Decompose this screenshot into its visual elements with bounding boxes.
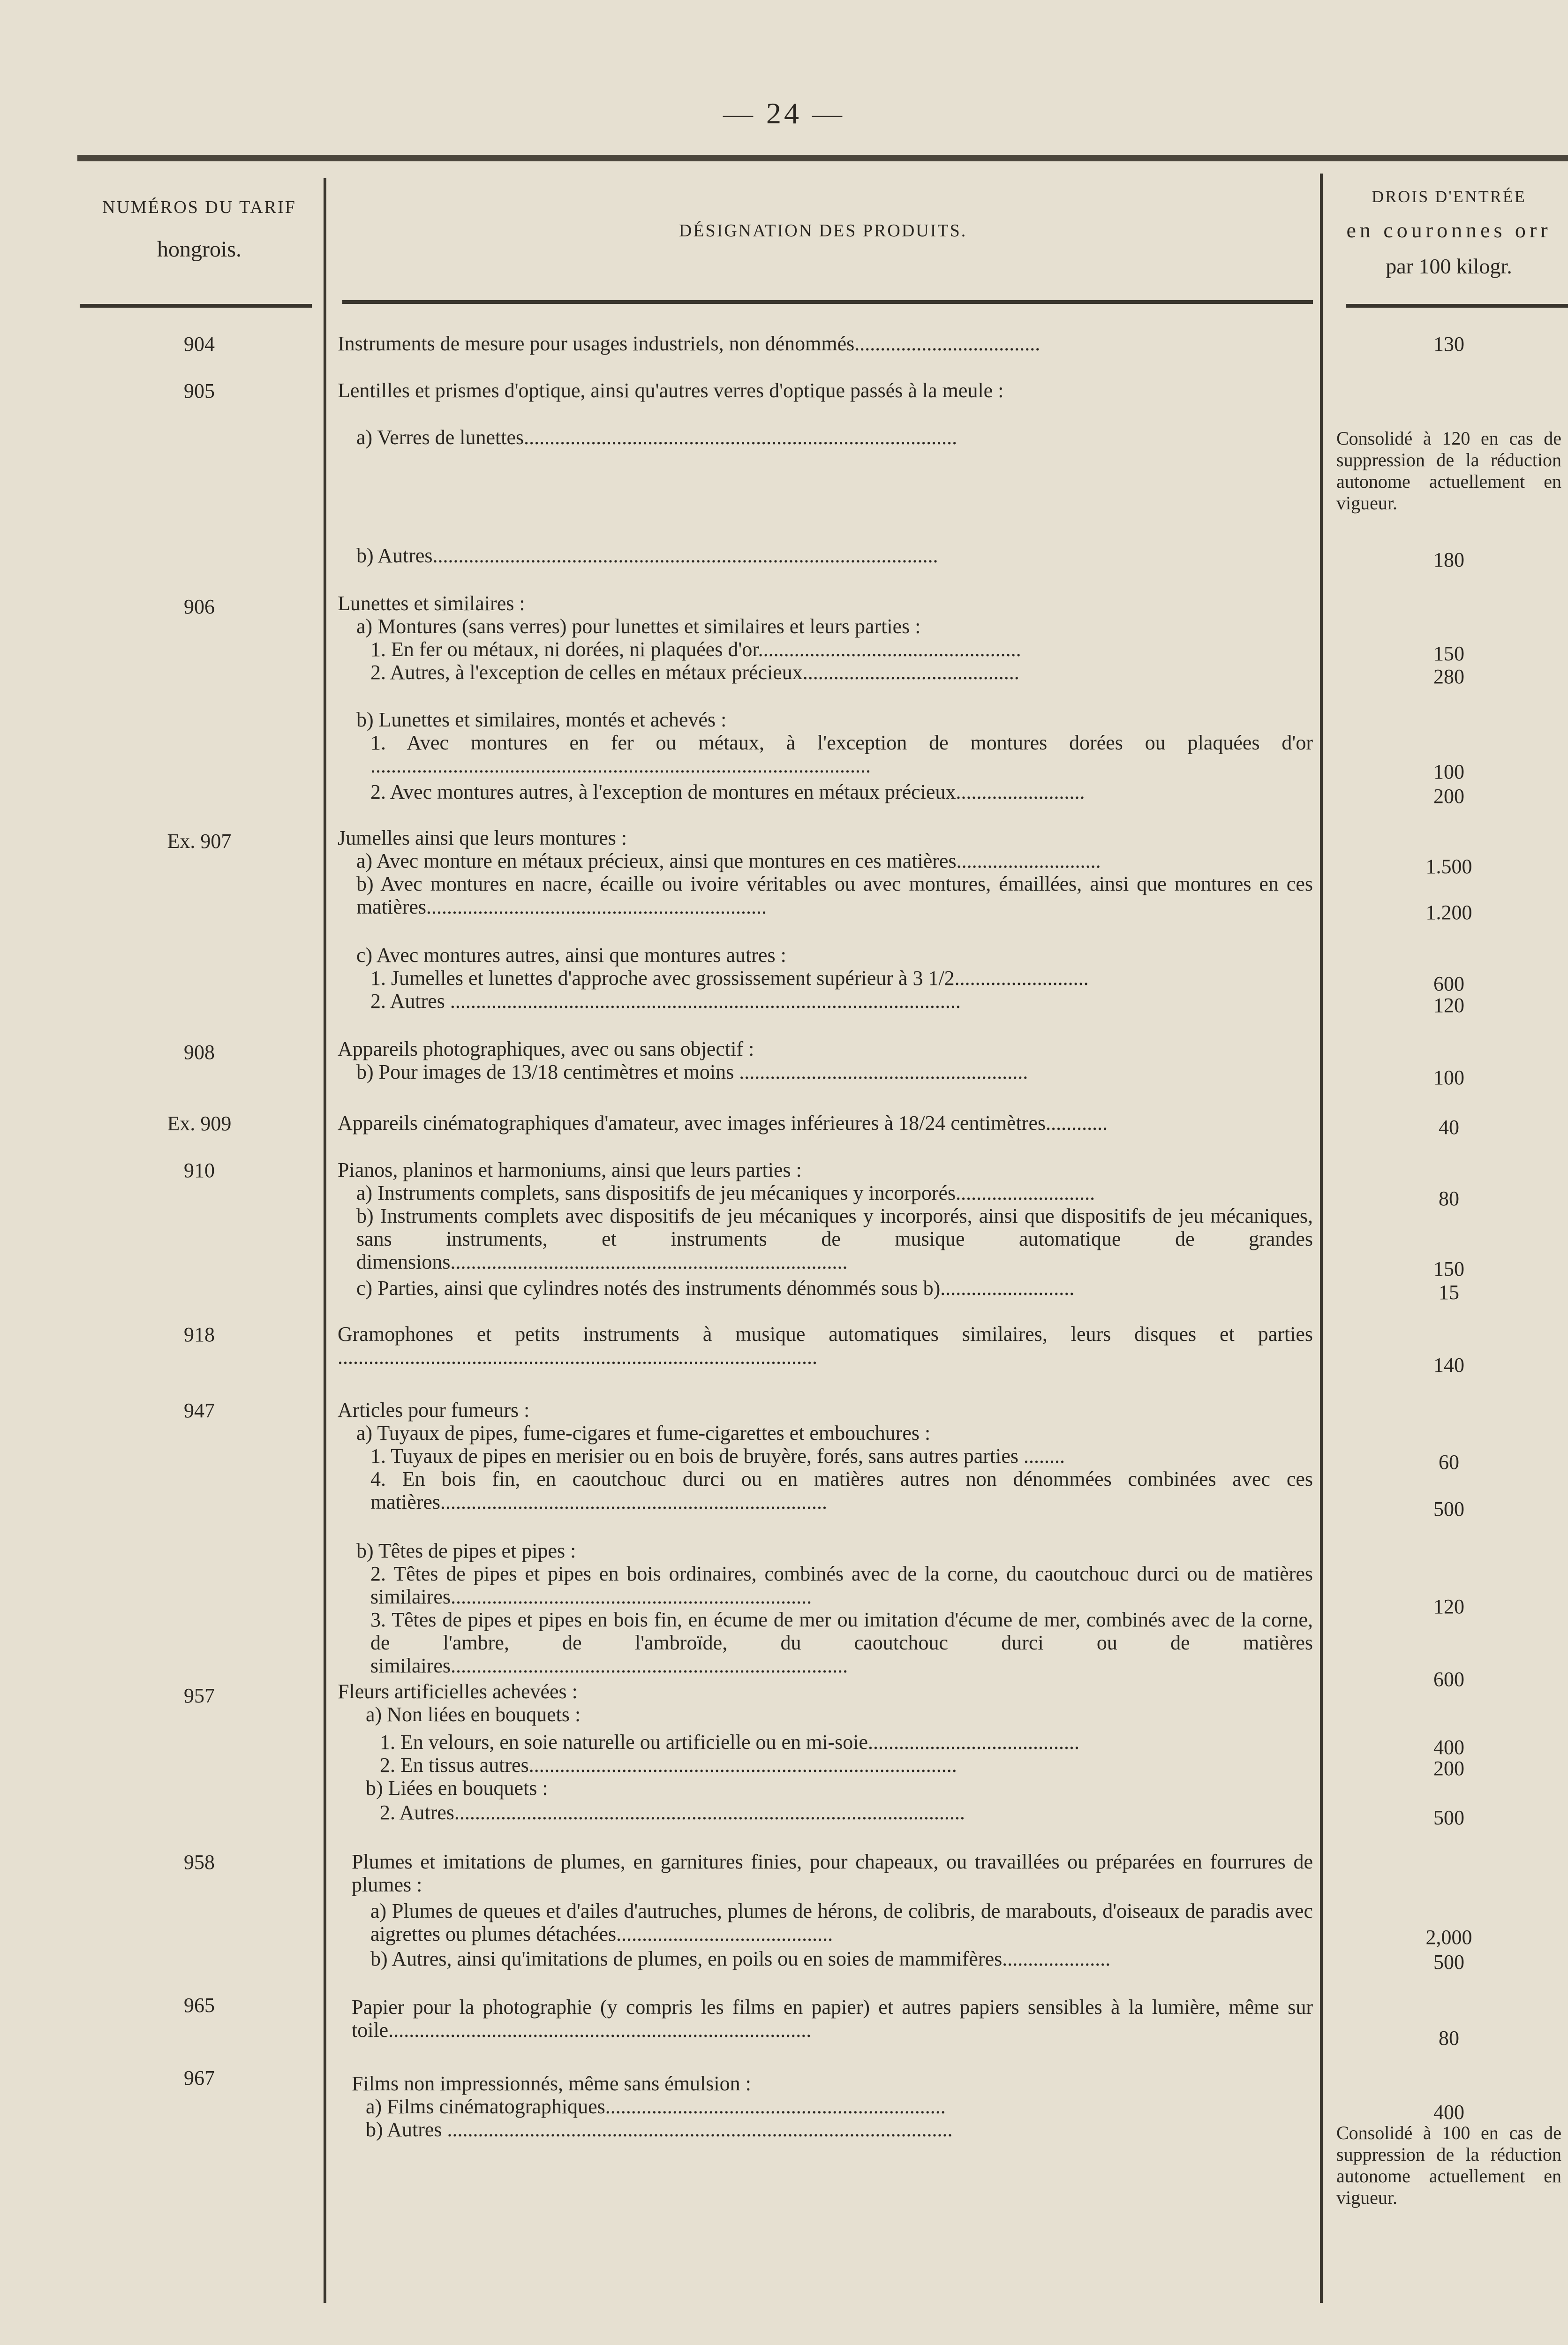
product-designation: c) Parties, ainsi que cylindres notés des instruments dénommés sous b).......................... (356, 1277, 1075, 1300)
duty-value: 500 (1433, 1498, 1464, 1520)
product-designation: a) Non liées en bouquets : (366, 1703, 581, 1726)
duty-value: 200 (1433, 785, 1464, 808)
tariff-number: 905 (184, 379, 215, 402)
product-designation: Appareils photographiques, avec ou sans objectif : (338, 1037, 754, 1060)
header-col3-line2: en couronnes orr (1346, 218, 1552, 242)
product-designation: Gramophones et petits instruments à musique automatiques similaires, leurs disques et parties ............................................................................................. (338, 1323, 1313, 1369)
product-designation: 2. Autres ................................................................................................... (370, 990, 961, 1013)
product-designation: b) Autres, ainsi qu'imitations de plumes, en poils ou en soies de mammifères..................... (370, 1947, 1111, 1970)
product-designation: Fleurs artificielles achevées : (338, 1680, 578, 1703)
duty-value: 500 (1433, 1806, 1464, 1829)
duty-value: 120 (1433, 1595, 1464, 1618)
product-designation: 2. Autres, à l'exception de celles en métaux précieux.......................................... (370, 661, 1019, 684)
duty-value: 1.500 (1425, 855, 1472, 878)
header-col1-line1: NUMÉROS DU TARIF (102, 197, 296, 217)
duty-note: Consolidé à 120 en cas de suppression de la réduction autonome actuellement en vigueur. (1336, 428, 1561, 514)
product-designation: b) Autres .................................................................................................. (366, 2118, 953, 2141)
header-underline-left (80, 304, 312, 308)
product-designation: a) Films cinématographiques.................................................................. (366, 2095, 946, 2118)
duty-value: 2,000 (1425, 1926, 1472, 1949)
product-designation: b) Têtes de pipes et pipes : (356, 1539, 576, 1562)
duty-value: 140 (1433, 1354, 1464, 1377)
product-designation: Jumelles ainsi que leurs montures : (338, 826, 627, 849)
duty-value: 120 (1433, 994, 1464, 1017)
product-designation: a) Avec monture en métaux précieux, ainsi que montures en ces matières............................ (356, 849, 1101, 872)
product-designation: 1. En fer ou métaux, ni dorées, ni plaquées d'or................................................... (370, 638, 1021, 661)
header-underline-right (1346, 304, 1568, 308)
product-designation: a) Montures (sans verres) pour lunettes et similaires et leurs parties : (356, 615, 921, 638)
duty-value: 500 (1433, 1951, 1464, 1974)
duty-note: Consolidé à 100 en cas de suppression de la réduction autonome actuellement en vigueur. (1336, 2122, 1561, 2208)
duty-value: 60 (1439, 1451, 1459, 1474)
product-designation: 1. Avec montures en fer ou métaux, à l'exception de montures dorées ou plaquées d'or ................................................................................................. (370, 731, 1313, 777)
duty-value: 100 (1433, 760, 1464, 783)
product-designation: a) Instruments complets, sans dispositifs de jeu mécaniques y incorporés........................... (356, 1181, 1095, 1204)
product-designation: 3. Têtes de pipes et pipes en bois fin, en écume de mer ou imitation d'écume de mer, combinés avec de la corne, de l'ambre, de l'ambroïde, du caoutchouc durci ou de matières similaires............................................................................. (370, 1608, 1313, 1677)
tariff-number: 906 (184, 595, 215, 618)
top-rule (77, 155, 1568, 161)
product-designation: Papier pour la photographie (y compris les films en papier) et autres papiers sensibles à la lumière, même sur toile.................................................................................. (352, 1996, 1313, 2042)
column-divider-left (324, 178, 326, 2303)
product-designation: 1. Tuyaux de pipes en merisier ou en bois de bruyère, forés, sans autres parties ........ (370, 1445, 1065, 1468)
product-designation: Films non impressionnés, même sans émulsion : (352, 2072, 751, 2095)
product-designation: c) Avec montures autres, ainsi que montures autres : (356, 944, 786, 967)
tariff-number: 947 (184, 1399, 215, 1422)
tariff-number: 904 (184, 333, 215, 356)
duty-value: 100 (1433, 1066, 1464, 1089)
duty-value: 15 (1439, 1281, 1459, 1304)
header-underline-middle (342, 300, 1313, 304)
tariff-number: 965 (184, 1994, 215, 2017)
product-designation: Lunettes et similaires : (338, 592, 525, 615)
duty-value: 600 (1433, 1668, 1464, 1691)
tariff-number: 967 (184, 2066, 215, 2089)
tariff-number: Ex. 909 (167, 1112, 232, 1135)
duty-value: 400 (1433, 1736, 1464, 1759)
duty-value: 80 (1439, 1187, 1459, 1210)
header-col1-line2: hongrois. (157, 237, 241, 262)
product-designation: a) Tuyaux de pipes, fume-cigares et fume-cigarettes et embouchures : (356, 1422, 931, 1445)
tariff-number: Ex. 907 (167, 830, 232, 853)
header-tariff-numbers (77, 197, 321, 262)
duty-value: 80 (1439, 2027, 1459, 2050)
product-designation: 2. En tissus autres................................................................................... (380, 1754, 957, 1777)
tariff-number: 910 (184, 1159, 215, 1182)
duty-value: 180 (1433, 548, 1464, 571)
duty-value: 400 (1433, 2101, 1464, 2124)
product-designation: Instruments de mesure pour usages industriels, non dénommés.................................... (338, 332, 1040, 355)
tariff-number: 918 (184, 1323, 215, 1346)
tariff-number: 957 (184, 1684, 215, 1707)
product-designation: Lentilles et prismes d'optique, ainsi qu'autres verres d'optique passés à la meule : (338, 379, 1004, 402)
product-designation: b) Liées en bouquets : (366, 1777, 548, 1800)
header-col3-line1: DROIS D'ENTRÉE (1372, 187, 1526, 206)
tariff-number: 958 (184, 1851, 215, 1874)
duty-value: 200 (1433, 1757, 1464, 1780)
product-designation: 2. Autres................................................................................................... (380, 1801, 965, 1824)
product-designation: Pianos, planinos et harmoniums, ainsi que leurs parties : (338, 1158, 802, 1181)
header-col3-line3: par 100 kilogr. (1386, 254, 1512, 278)
duty-value: 130 (1433, 333, 1464, 356)
product-designation: Plumes et imitations de plumes, en garnitures finies, pour chapeaux, ou travaillées ou préparées en fourrures de plumes : (352, 1850, 1313, 1896)
header-duties (1332, 187, 1566, 279)
product-designation: Articles pour fumeurs : (338, 1399, 530, 1422)
duty-value: 600 (1433, 972, 1464, 995)
product-designation: b) Autres.................................................................................................. (356, 544, 938, 567)
duty-value: 40 (1439, 1116, 1459, 1139)
duty-value: 150 (1433, 642, 1464, 665)
product-designation: 2. Têtes de pipes et pipes en bois ordinaires, combinés avec de la corne, du caoutchouc durci ou de matières similaires...................................................................... (370, 1562, 1313, 1608)
product-designation: b) Avec montures en nacre, écaille ou ivoire véritables ou avec montures, émaillées, ainsi que montures en ces matières.................................................................. (356, 872, 1313, 918)
product-designation: b) Pour images de 13/18 centimètres et moins ........................................................ (356, 1060, 1028, 1083)
product-designation: 4. En bois fin, en caoutchouc durci ou en matières autres non dénommées combinées avec ces matières........................................................................... (370, 1468, 1313, 1513)
product-designation: a) Plumes de queues et d'ailes d'autruches, plumes de hérons, de colibris, de marabouts, d'oiseaux de paradis avec aigrettes ou plumes détachées.......................................... (370, 1899, 1313, 1945)
product-designation: b) Lunettes et similaires, montés et achevés : (356, 708, 727, 731)
product-designation: Appareils cinématographiques d'amateur, avec images inférieures à 18/24 centimètres............ (338, 1112, 1108, 1135)
tariff-number: 908 (184, 1041, 215, 1064)
duty-value: 280 (1433, 665, 1464, 688)
product-designation: 1. En velours, en soie naturelle ou artificielle ou en mi-soie......................................... (380, 1731, 1080, 1754)
column-divider-right (1320, 174, 1323, 2303)
product-designation: 1. Jumelles et lunettes d'approche avec grossissement supérieur à 3 1/2.......................... (370, 967, 1089, 990)
product-designation: 2. Avec montures autres, à l'exception de montures en métaux précieux......................... (370, 780, 1085, 803)
product-designation: b) Instruments complets avec dispositifs de jeu mécaniques y incorporés, ainsi que dispositifs de jeu mécaniques, sans instruments, et instruments de musique automatique de grandes dimensions............................................................................. (356, 1204, 1313, 1273)
product-designation: a) Verres de lunettes.................................................................................... (356, 426, 957, 449)
page-number: — 24 — (723, 97, 845, 130)
header-designation: DÉSIGNATION DES PRODUITS. (678, 221, 967, 241)
duty-value: 1.200 (1425, 901, 1472, 924)
duty-value: 150 (1433, 1257, 1464, 1280)
